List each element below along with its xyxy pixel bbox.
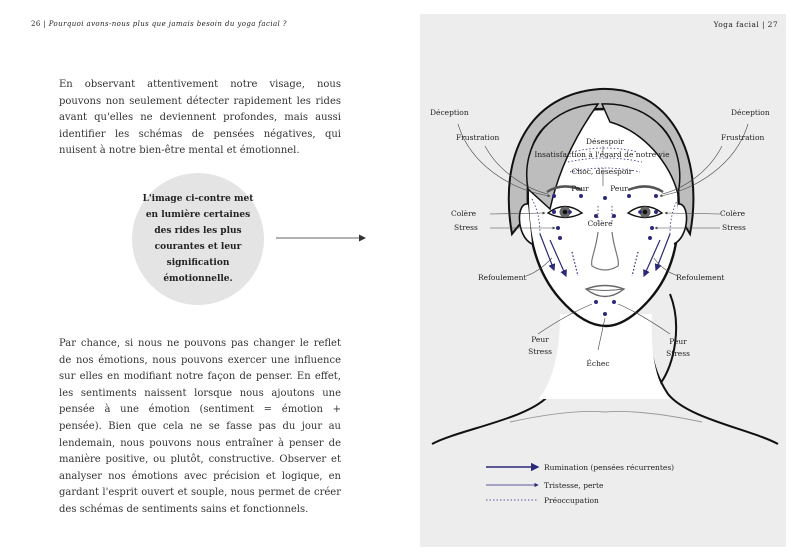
- label-peur-lower-right: Peur: [669, 337, 687, 346]
- label-peur-lower-left: Peur: [531, 335, 549, 344]
- label-stress-right: Stress: [722, 223, 746, 232]
- right-running-title: Yoga facial: [713, 20, 760, 29]
- callout-bubble: [132, 173, 264, 305]
- label-stress-lower-right: Stress: [666, 349, 690, 358]
- intro-paragraph: En observant attentivement notre visage, nous pouvons non seulement détecter rapidement les rides avant qu'elles ne deviennent profondes, mais aussi identifier les schémas de pensées négatives, qui nuisent à notre bien-être mental et émotionnel.: [59, 79, 341, 157]
- label-colere-left: Colère: [451, 209, 477, 218]
- callout-text: L'image ci-contre met en lumière certaines des rides les plus courantes et leur signification émotionnelle.: [142, 194, 254, 284]
- label-peur-right: Peur: [610, 184, 628, 193]
- label-echec: Échec: [586, 359, 610, 368]
- right-page-header: Yoga facial | 27: [713, 20, 778, 29]
- label-stress-left: Stress: [454, 223, 478, 232]
- right-page-number: 27: [767, 20, 778, 29]
- label-refoulement-right: Refoulement: [676, 273, 725, 282]
- label-deception-left: Déception: [430, 108, 469, 117]
- label-stress-lower-left: Stress: [528, 347, 552, 356]
- diagram-legend: [486, 463, 674, 505]
- label-choc-desespoir: Choc, désespoir: [571, 167, 633, 176]
- left-running-title: Pourquoi avons-nous plus que jamais besoin du yoga facial ?: [48, 20, 287, 28]
- legend-label-tristesse: Tristesse, perte: [544, 481, 604, 490]
- label-frustration-left: Frustration: [456, 133, 500, 142]
- label-deception-right: Déception: [731, 108, 770, 117]
- label-peur-left: Peur: [571, 184, 589, 193]
- left-page-number: 26: [31, 20, 41, 28]
- callout-arrow-icon: [276, 232, 368, 244]
- legend-label-rumination: Rumination (pensées récurrentes): [544, 463, 675, 472]
- body-paragraph: Par chance, si nous ne pouvons pas changer le reflet de nos émotions, nous pouvons exercer une influence sur elles en modifiant notre façon de penser. En effet, les sentiments naissent lorsque nous ajoutons une pensée à une émotion (sentiment = émotion + pensée). Bien que cela ne se fasse pas du jour au lendemain, nous pouvons nous entraîner à penser de manière positive, ou plutôt, constructive. Observer et analyser nos émotions avec précision et logique, en gardant l'esprit ouvert et souple, nous permet de créer des schémas de sentiments sains et fonctionnels.: [59, 338, 341, 515]
- label-colere-right: Colère: [720, 209, 746, 218]
- legend-label-preoccupation: Préoccupation: [544, 496, 599, 505]
- label-insatisfaction: Insatisfaction à l'égard de notre vie: [534, 150, 670, 159]
- label-refoulement-left: Refoulement: [478, 273, 527, 282]
- label-colere-center: Colère: [587, 219, 613, 228]
- face-wrinkles-diagram: [420, 14, 786, 547]
- label-desespoir: Désespoir: [586, 137, 624, 146]
- left-page-header: 26 | Pourquoi avons-nous plus que jamais besoin du yoga facial ?: [31, 20, 287, 28]
- label-frustration-right: Frustration: [721, 133, 765, 142]
